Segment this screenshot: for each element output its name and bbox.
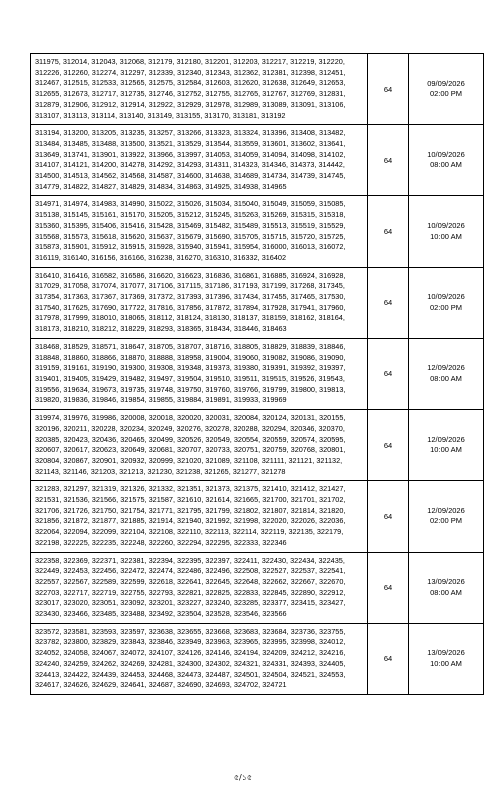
- candidate-count-cell: 64: [368, 481, 409, 552]
- candidate-count-cell: 64: [368, 410, 409, 481]
- exam-datetime-cell: [409, 54, 484, 125]
- candidate-count-cell: 64: [368, 54, 409, 125]
- candidate-count-cell: 64: [368, 338, 409, 409]
- table-row: [31, 410, 484, 481]
- roll-numbers-cell: 319974, 319976, 319986, 320008, 320018, 320020, 320031, 320084, 320124, 320131, 320155, 320196, 320211, 320228, 320234, 320249, 320276, 320278, 320288, 320294, 320346, 320370, 320385, 320423, 320436, 320465, 320499, 320526, 320549, 320554, 320559, 320574, 320595, 320607, 320617, 320623, 320649, 320681, 320707, 320733, 320751, 320759, 320768, 320801, 320804, 320867, 320901, 320932, 320999, 321020, 321089, 321108, 321111, 321121, 321132, 321143, 321146, 321203, 321213, 321230, 321238, 321265, 321277, 321278: [31, 410, 368, 481]
- exam-datetime-cell: [409, 481, 484, 552]
- roll-numbers-cell: 318468, 318529, 318571, 318647, 318705, 318707, 318716, 318805, 318829, 318839, 318846, 318848, 318860, 318866, 318870, 318888, 318958, 319004, 319060, 319082, 319086, 319090, 319159, 319161, 319190, 319300, 319308, 319348, 319373, 319380, 319391, 319392, 319397, 319401, 319405, 319429, 319482, 319497, 319504, 319510, 319511, 319515, 319526, 319543, 319556, 319634, 319673, 319735, 319748, 319750, 319760, 319766, 319799, 319800, 319813, 319820, 319836, 319846, 319854, 319855, 319884, 319891, 319933, 319969: [31, 338, 368, 409]
- exam-date: 13/09/2026: [427, 577, 465, 587]
- exam-date: 12/09/2026: [427, 363, 465, 373]
- roll-numbers-cell: 323572, 323581, 323593, 323597, 323638, 323655, 323668, 323683, 323684, 323736, 323755, 323782, 323800, 323829, 323843, 323846, 323949, 323963, 323965, 323995, 323998, 324012, 324052, 324058, 324067, 324072, 324107, 324126, 324146, 324194, 324209, 324212, 324216, 324240, 324259, 324262, 324269, 324281, 324300, 324302, 324321, 324331, 324393, 324405, 324413, 324422, 324439, 324453, 324468, 324473, 324487, 324501, 324504, 324521, 324553, 324617, 324626, 324629, 324641, 324687, 324690, 324693, 324702, 324721: [31, 623, 368, 694]
- exam-datetime-cell: [409, 552, 484, 623]
- candidate-count-cell: 64: [368, 125, 409, 196]
- candidate-count-cell: 64: [368, 552, 409, 623]
- table-row: [31, 267, 484, 338]
- exam-date: 09/09/2026: [427, 78, 465, 88]
- exam-datetime-cell: [409, 196, 484, 267]
- exam-date: 10/09/2026: [427, 149, 465, 159]
- table-row: [31, 552, 484, 623]
- candidate-count-cell: 64: [368, 196, 409, 267]
- exam-date: 12/09/2026: [427, 505, 465, 515]
- table-row: [31, 125, 484, 196]
- exam-schedule-table: [30, 53, 484, 695]
- table-row: [31, 338, 484, 409]
- exam-time: 08:00 AM: [430, 160, 462, 170]
- exam-time: 10:00 AM: [430, 658, 462, 668]
- roll-numbers-cell: 321283, 321297, 321319, 321326, 321332, 321351, 321373, 321375, 321410, 321412, 321427, 321531, 321536, 321566, 321575, 321587, 321610, 321614, 321665, 321700, 321701, 321702, 321706, 321726, 321750, 321754, 321771, 321795, 321799, 321802, 321807, 321814, 321820, 321856, 321872, 321877, 321885, 321914, 321940, 321992, 321998, 322020, 322026, 322036, 322064, 322094, 322099, 322104, 322108, 322110, 322113, 322114, 322119, 322135, 322179, 322198, 322225, 322235, 322248, 322260, 322294, 322295, 322333, 322346: [31, 481, 368, 552]
- exam-time: 10:00 AM: [430, 231, 462, 241]
- table-row: [31, 54, 484, 125]
- page-number: ৫/১৫: [233, 773, 253, 782]
- exam-date: 12/09/2026: [427, 434, 465, 444]
- exam-datetime-cell: [409, 338, 484, 409]
- exam-time: 10:00 AM: [430, 445, 462, 455]
- exam-datetime-cell: [409, 125, 484, 196]
- roll-numbers-cell: 322358, 322369, 322371, 322381, 322394, 322395, 322397, 322411, 322430, 322434, 322435, 322449, 322453, 322456, 322472, 322474, 322486, 322496, 322508, 322527, 322537, 322541, 322557, 322567, 322589, 322599, 322618, 322641, 322645, 322648, 322662, 322667, 322670, 322703, 322717, 322719, 322755, 322793, 322821, 322825, 322833, 322845, 322890, 322912, 323017, 323020, 323051, 323092, 323201, 323227, 323240, 323285, 323377, 323415, 323427, 323430, 323466, 323485, 323488, 323492, 323504, 323528, 323546, 323566: [31, 552, 368, 623]
- exam-time: 02:00 PM: [429, 302, 463, 312]
- exam-date: 10/09/2026: [427, 292, 465, 302]
- exam-schedule-body: [31, 54, 484, 695]
- table-row: [31, 481, 484, 552]
- candidate-count-cell: 64: [368, 623, 409, 694]
- exam-date: 13/09/2026: [427, 648, 465, 658]
- roll-numbers-cell: 316410, 316416, 316582, 316586, 316620, 316623, 316836, 316861, 316885, 316924, 316928, 317029, 317058, 317074, 317077, 317106, 317115, 317186, 317193, 317199, 317268, 317345, 317354, 317363, 317367, 317369, 317372, 317393, 317396, 317434, 317455, 317465, 317530, 317540, 317625, 317690, 317722, 317816, 317856, 317872, 317894, 317928, 317941, 317960, 317978, 317999, 318010, 318065, 318112, 318124, 318130, 318137, 318159, 318162, 318164, 318173, 318210, 318212, 318229, 318293, 318365, 318434, 318446, 318463: [31, 267, 368, 338]
- exam-datetime-cell: [409, 623, 484, 694]
- exam-time: 08:00 AM: [430, 373, 462, 383]
- roll-numbers-cell: 311975, 312014, 312043, 312068, 312179, 312180, 312201, 312203, 312217, 312219, 312220, 312226, 312260, 312274, 312297, 312339, 312340, 312343, 312362, 312381, 312398, 312451, 312467, 312515, 312533, 312565, 312575, 312584, 312603, 312620, 312638, 312649, 312653, 312655, 312673, 312717, 312735, 312746, 312752, 312755, 312765, 312767, 312769, 312831, 312879, 312906, 312912, 312914, 312922, 312929, 312978, 312989, 313089, 313091, 313106, 313107, 313113, 313114, 313140, 313149, 313155, 313170, 313181, 313192: [31, 54, 368, 125]
- roll-numbers-cell: 313194, 313200, 313205, 313235, 313257, 313266, 313323, 313324, 313396, 313408, 313482, 313484, 313485, 313488, 313500, 313521, 313529, 313544, 313559, 313601, 313602, 313641, 313649, 313741, 313901, 313922, 313966, 313997, 314053, 314059, 314094, 314098, 314102, 314107, 314121, 314200, 314278, 314292, 314293, 314311, 314323, 314346, 314373, 314442, 314500, 314513, 314562, 314568, 314587, 314600, 314638, 314689, 314734, 314739, 314745, 314779, 314822, 314827, 314829, 314834, 314863, 314925, 314938, 314965: [31, 125, 368, 196]
- table-row: [31, 623, 484, 694]
- exam-datetime-cell: [409, 410, 484, 481]
- candidate-count-cell: 64: [368, 267, 409, 338]
- table-row: [31, 196, 484, 267]
- roll-numbers-cell: 314971, 314974, 314983, 314990, 315022, 315026, 315034, 315040, 315049, 315059, 315085, 315138, 315145, 315161, 315170, 315205, 315212, 315245, 315263, 315269, 315315, 315318, 315360, 315395, 315406, 315416, 315428, 315469, 315482, 315489, 315513, 315519, 315529, 315568, 315573, 315618, 315620, 315637, 315679, 315690, 315705, 315715, 315720, 315725, 315873, 315901, 315912, 315915, 315928, 315940, 315941, 315954, 316000, 316013, 316072, 316119, 316140, 316156, 316166, 316238, 316270, 316310, 316332, 316402: [31, 196, 368, 267]
- exam-time: 08:00 AM: [430, 587, 462, 597]
- exam-date: 10/09/2026: [427, 221, 465, 231]
- exam-time: 02:00 PM: [429, 516, 463, 526]
- exam-time: 02:00 PM: [429, 89, 463, 99]
- exam-datetime-cell: [409, 267, 484, 338]
